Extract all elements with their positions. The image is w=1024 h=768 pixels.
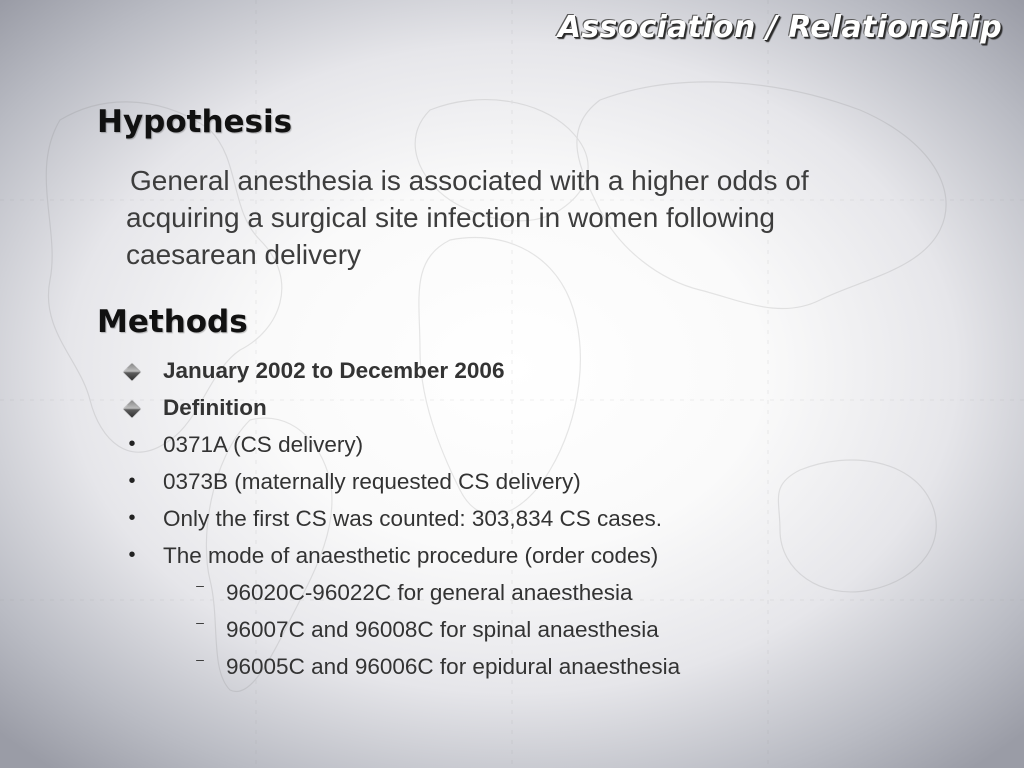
slide-title: Association / Relationship xyxy=(557,10,1002,45)
list-item-text: 0373B (maternally requested CS delivery) xyxy=(163,469,581,494)
methods-heading: Methods xyxy=(97,304,248,340)
sub-list-item xyxy=(126,574,680,611)
bullet-icon: • xyxy=(128,544,136,566)
sub-list-item-text: 96005C and 96006C for epidural anaesthesia xyxy=(226,654,681,679)
sub-list-item-text: 96020C-96022C for general anaesthesia xyxy=(226,580,633,605)
list-item xyxy=(126,537,680,574)
hypothesis-heading: Hypothesis xyxy=(97,104,293,140)
sub-list-item-text: 96007C and 96008C for spinal anaesthesia xyxy=(226,617,659,642)
list-item xyxy=(126,352,680,389)
list-item-text: Only the first CS was counted: 303,834 CS cases. xyxy=(163,506,662,531)
list-item-text: January 2002 to December 2006 xyxy=(163,358,505,383)
dash-bullet-icon: – xyxy=(196,651,204,667)
hypothesis-text: General anesthesia is associated with a higher odds of acquiring a surgical site infection in women following caesarean delivery xyxy=(126,165,809,270)
methods-list xyxy=(126,352,680,685)
sub-list-item xyxy=(126,611,680,648)
dash-bullet-icon: – xyxy=(196,614,204,630)
bullet-icon: • xyxy=(128,470,136,492)
bullet-icon: • xyxy=(128,507,136,529)
diamond-bullet-icon xyxy=(122,352,142,389)
list-item xyxy=(126,426,680,463)
sub-list-item xyxy=(126,648,680,685)
list-item xyxy=(126,389,680,426)
list-item xyxy=(126,463,680,500)
list-item-text: The mode of anaesthetic procedure (order codes) xyxy=(163,543,659,568)
list-item xyxy=(126,500,680,537)
diamond-bullet-icon xyxy=(122,389,142,426)
list-item-text: Definition xyxy=(163,395,267,420)
bullet-icon: • xyxy=(128,433,136,455)
list-item-text: 0371A (CS delivery) xyxy=(163,432,364,457)
dash-bullet-icon: – xyxy=(196,577,204,593)
